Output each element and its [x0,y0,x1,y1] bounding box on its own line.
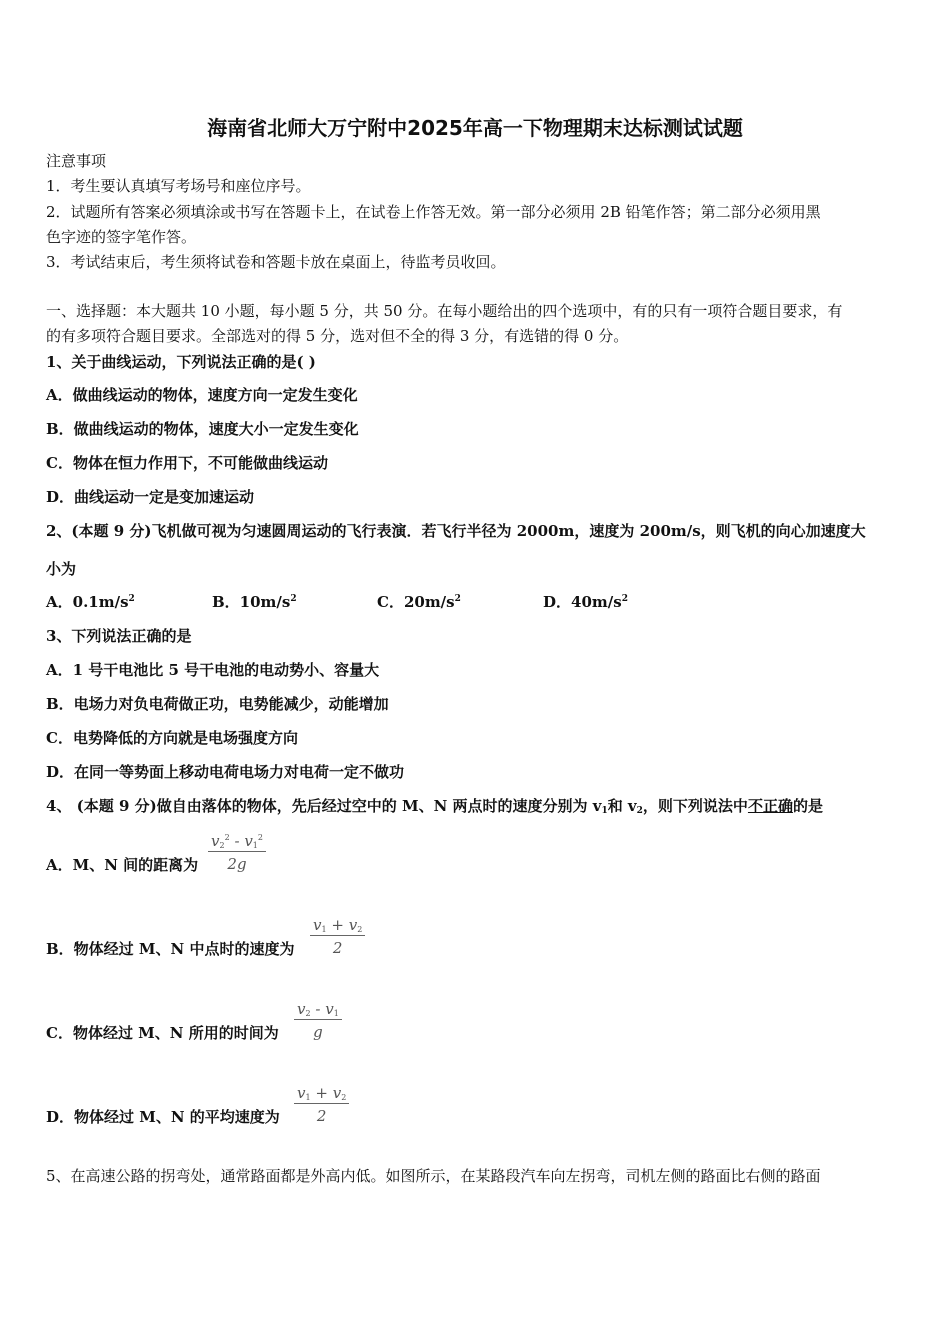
question-3-option-a: A．1 号干电池比 5 号干电池的电动势小、容量大 [46,661,380,679]
question-1-option-d: D．曲线运动一定是变加速运动 [46,488,255,506]
notice-item: 3．考试结束后，考生须将试卷和答题卡放在桌面上，待监考员收回。 [46,253,506,271]
question-1-option-a: A．做曲线运动的物体，速度方向一定发生变化 [46,386,358,404]
formula-time: $\frac{v_2 - v_1}{g}$ [294,1000,342,1041]
question-2-option-b: B．$10m/s^2$ [212,593,297,611]
question-4-option-c: C．物体经过 M、N 所用的时间为 [46,1024,279,1042]
question-2-stem-cont: 小为 [46,560,77,578]
notice-heading: 注意事项 [46,152,107,170]
notice-item: 2．试题所有答案必须填涂或书写在答题卡上，在试卷上作答无效。第一部分必须用 2B 铅笔作答；第二部分必须用黑 [46,203,821,221]
question-4-option-b: B．物体经过 M、N 中点时的速度为 [46,940,295,958]
question-4-option-a: A．M、N 间的距离为 [46,856,199,874]
formula-midpoint-velocity: $\frac{v_1 + v_2}{2}$ [310,916,365,957]
question-3-option-b: B．电场力对负电荷做正功，电势能减少，动能增加 [46,695,389,713]
formula-distance: $\frac{v_2^2 - v_1^2}{2g}$ [208,832,266,873]
section-intro: 一、选择题：本大题共 10 小题，每小题 5 分，共 50 分。在每小题给出的四个选项中，有的只有一项符合题目要求，有 [46,302,843,320]
notice-item: 色字迹的签字笔作答。 [46,228,197,246]
section-intro: 的有多项符合题目要求。全部选对的得 5 分，选对但不全的得 3 分，有选错的得 0 分。 [46,327,629,345]
question-3-stem: 3、下列说法正确的是 [46,627,192,645]
question-3-option-c: C．电势降低的方向就是电场强度方向 [46,729,298,747]
question-3-option-d: D．在同一等势面上移动电荷电场力对电荷一定不做功 [46,763,405,781]
page-title: 海南省北师大万宁附中2025年高一下物理期末达标测试试题 [207,116,743,140]
question-1-option-c: C．物体在恒力作用下，不可能做曲线运动 [46,454,328,472]
question-1-stem: 1、关于曲线运动，下列说法正确的是( ) [46,353,316,371]
question-1-option-b: B．做曲线运动的物体，速度大小一定发生变化 [46,420,359,438]
formula-average-velocity: $\frac{v_1 + v_2}{2}$ [294,1084,349,1125]
question-5-stem: 5、在高速公路的拐弯处，通常路面都是外高内低。如图所示，在某路段汽车向左拐弯，司机左侧的路面比右侧的路面 [46,1167,821,1185]
question-2-stem: 2、(本题 9 分)飞机做可视为匀速圆周运动的飞行表演．若飞行半径为 2000m，速度为 200m/s，则飞机的向心加速度大 [46,522,866,540]
question-2-option-c: C．$20m/s^2$ [377,593,461,611]
question-4-option-d: D．物体经过 M、N 的平均速度为 [46,1108,280,1126]
question-2-option-a: A．$0.1m/s^2$ [46,593,135,611]
notice-item: 1．考生要认真填写考场号和座位序号。 [46,177,311,195]
question-4-stem: 4、 (本题 9 分)做自由落体的物体，先后经过空中的 M、N 两点时的速度分别为 $v_1$和 $v_2$，则下列说法中不正确的是 [46,797,823,816]
question-2-option-d: D．$40m/s^2$ [543,593,628,611]
